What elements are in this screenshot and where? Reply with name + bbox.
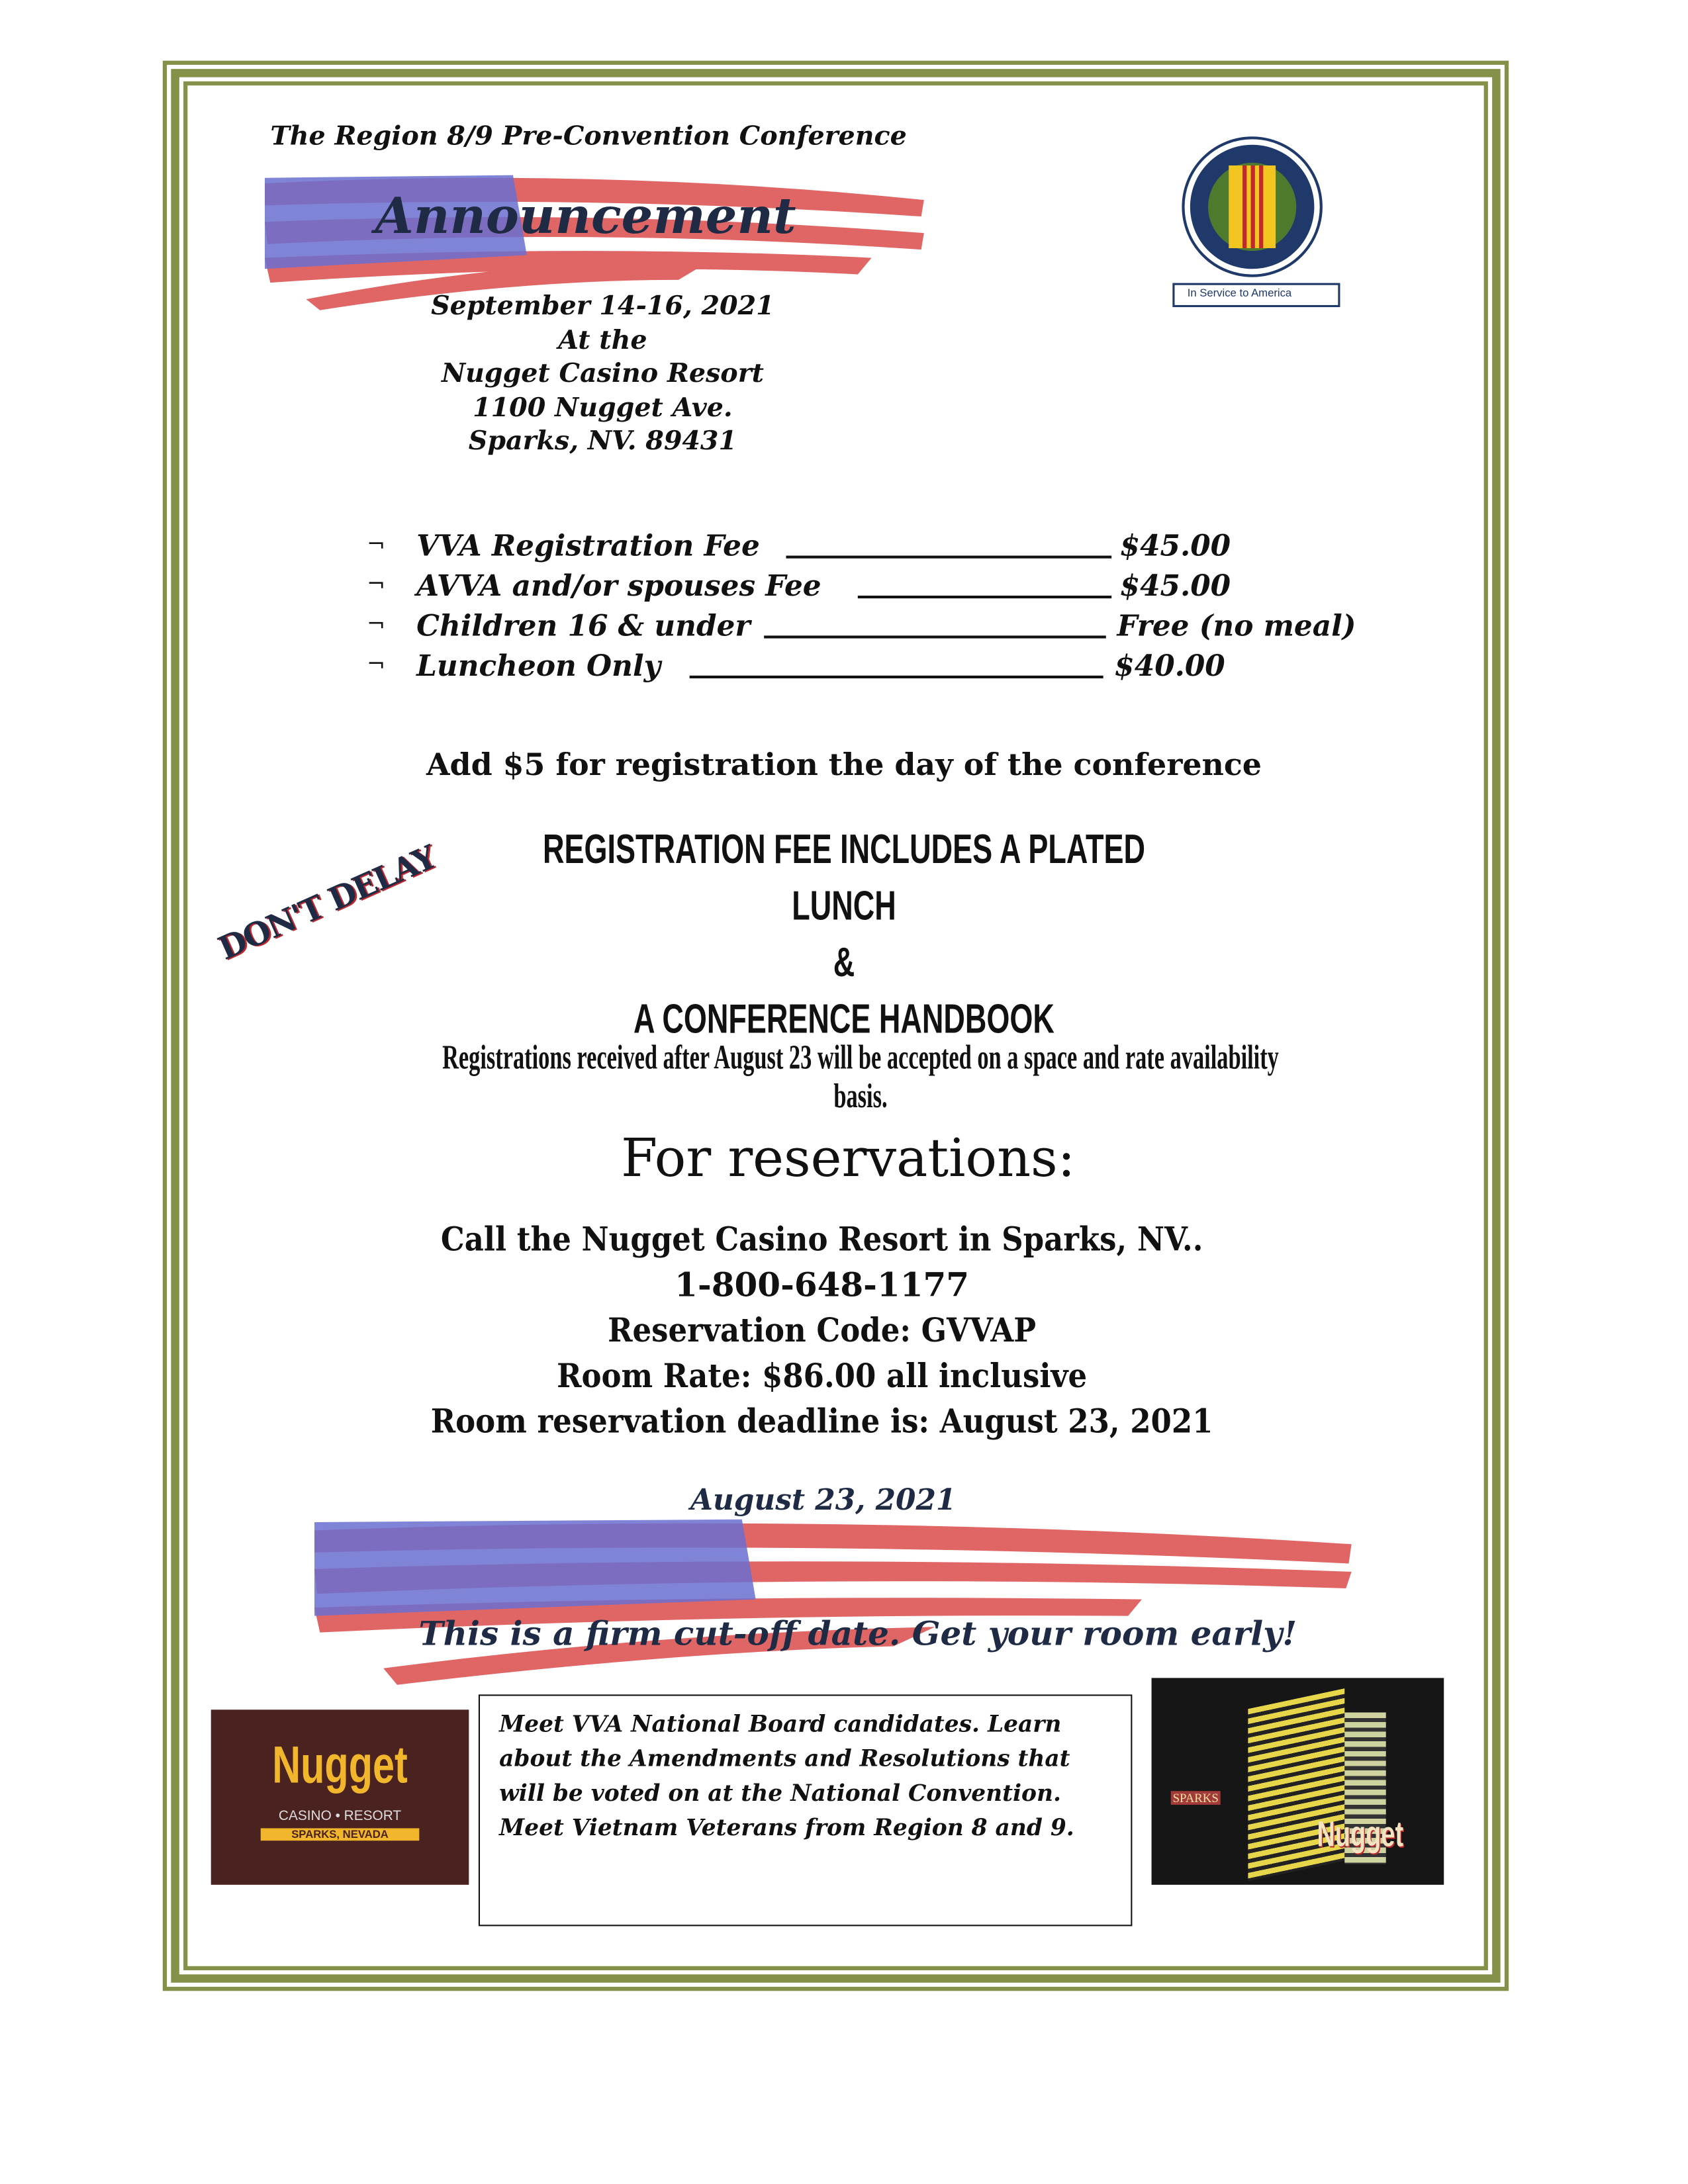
- day-of-fee-note: Add $5 for registration the day of the conference: [426, 747, 1262, 784]
- fill-line: [764, 635, 1106, 638]
- fee-amount: $45.00: [1119, 568, 1231, 603]
- fee-row: [367, 648, 1387, 686]
- nugget-logo-sub: CASINO • RESORT: [278, 1809, 402, 1825]
- event-street: 1100 Nugget Ave.: [473, 392, 733, 423]
- fee-label: VVA Registration Fee: [416, 527, 760, 563]
- fee-label: Luncheon Only: [416, 648, 661, 683]
- reservations-heading: For reservations:: [621, 1128, 1076, 1189]
- dont-delay-stamp: DON'T DELAY: [212, 839, 442, 968]
- event-city: Sparks, NV. 89431: [468, 426, 737, 457]
- includes-ampersand: &: [833, 940, 855, 986]
- flag-banner-bottom: [314, 1517, 1357, 1688]
- fee-row: [367, 608, 1387, 647]
- announcement-title: Announcement: [375, 187, 796, 246]
- fee-amount: $40.00: [1114, 648, 1225, 683]
- cutoff-message: This is a firm cut-off date. Get your room early!: [418, 1613, 1297, 1653]
- bullet-icon: ¬: [367, 610, 386, 637]
- event-details: [396, 289, 810, 458]
- fee-row: [367, 528, 1387, 567]
- fee-amount: $45.00: [1119, 527, 1231, 563]
- vva-ribbon-text: In Service to America: [1187, 287, 1292, 300]
- reservation-phone: 1-800-648-1177: [675, 1264, 970, 1304]
- bullet-icon: ¬: [367, 651, 386, 677]
- nugget-sign: Nugget: [1317, 1813, 1404, 1855]
- reservation-details: [339, 1216, 1304, 1443]
- bullet-icon: ¬: [367, 570, 386, 598]
- reservation-code: Reservation Code: GVVAP: [608, 1310, 1037, 1350]
- includes-block: [361, 822, 1327, 1048]
- nugget-hotel-photo: [1152, 1678, 1444, 1884]
- room-rate: Room Rate: $86.00 all inclusive: [557, 1355, 1088, 1396]
- includes-line-1: REGISTRATION FEE INCLUDES A PLATED LUNCH: [542, 827, 1145, 930]
- fill-line: [786, 556, 1111, 559]
- info-box: Meet VVA National Board candidates. Learn about the Amendments and Resolutions that will be voted on at the National Convention. Meet Vietnam Veterans from Region 8 and 9.: [479, 1694, 1132, 1926]
- cutoff-date: August 23, 2021: [690, 1482, 957, 1517]
- nugget-logo: [211, 1709, 469, 1885]
- conference-title: The Region 8/9 Pre-Convention Conference: [270, 121, 907, 152]
- fee-label: Children 16 & under: [416, 608, 751, 643]
- fill-line: [858, 596, 1111, 598]
- event-date: September 14-16, 2021: [431, 291, 774, 322]
- reservation-deadline: Room reservation deadline is: August 23, 2021: [430, 1400, 1213, 1441]
- bullet-icon: ¬: [367, 531, 386, 557]
- includes-line-2: A CONFERENCE HANDBOOK: [633, 997, 1055, 1042]
- fee-label: AVVA and/or spouses Fee: [416, 568, 821, 603]
- fee-row: [367, 568, 1387, 606]
- event-at: At the: [558, 324, 647, 355]
- nugget-logo-place: SPARKS, NEVADA: [261, 1828, 420, 1841]
- event-venue: Nugget Casino Resort: [441, 358, 764, 389]
- nugget-logo-name: Nugget: [272, 1737, 408, 1796]
- late-registration-note: [193, 1040, 1528, 1117]
- fill-line: [690, 676, 1103, 678]
- fee-amount: Free (no meal): [1117, 608, 1356, 643]
- late-registration-text: Registrations received after August 23 will be accepted on a space and rate availability basis.: [442, 1039, 1279, 1116]
- reservation-call: Call the Nugget Casino Resort in Sparks, NV..: [440, 1218, 1203, 1259]
- vva-logo: [1165, 135, 1344, 314]
- sparks-sign: SPARKS: [1171, 1791, 1221, 1805]
